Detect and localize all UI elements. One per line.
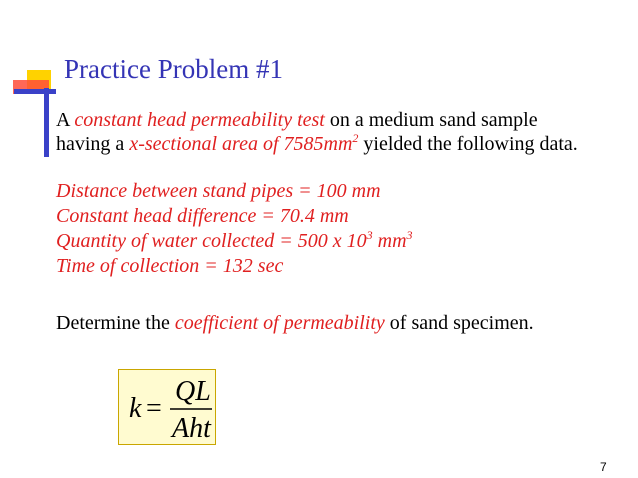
intro-line-1 [56,110,538,130]
formula-lhs: k [129,393,142,424]
intro-area-exponent: 2 [352,131,359,145]
intro-line-2 [56,131,578,155]
data-quantity-text: Quantity of water collected = 500 x 10 [56,230,367,252]
formula-denominator: Aht [172,413,211,444]
intro-area-text: x-sectional area of 7585mm [129,133,353,155]
intro-term-area [129,133,358,155]
slide-title: Practice Problem #1 [64,54,283,84]
data-quantity-exponent: 3 [366,228,373,242]
data-distance: Distance between stand pipes = 100 mm [56,180,381,202]
data-quantity [56,228,413,252]
formula-numerator: QL [175,376,211,407]
intro-line-1-prefix: A [56,109,75,131]
question-line [56,313,534,333]
formula-svg [119,370,217,446]
question-prefix: Determine the [56,312,175,334]
decor-blue-vertical-line [44,88,49,157]
formula-equals: = [146,393,162,424]
question-suffix: of sand specimen. [384,312,534,334]
intro-line-2-suffix: yielded the following data. [358,133,578,155]
question-term: coefficient of permeability [174,312,385,334]
data-head-difference: Constant head difference = 70.4 mm [56,205,349,227]
decor-blue-horizontal-line [14,89,56,94]
intro-line-1-suffix: on a medium sand sample [324,109,538,131]
page-number: 7 [600,460,607,474]
formula-box [118,369,216,445]
intro-line-2-prefix: having a [56,133,130,155]
intro-term-test: constant head permeability test [74,109,325,131]
data-quantity-unit-exponent: 3 [406,228,413,242]
data-quantity-unit: mm [372,230,407,252]
data-time: Time of collection = 132 sec [56,255,284,277]
